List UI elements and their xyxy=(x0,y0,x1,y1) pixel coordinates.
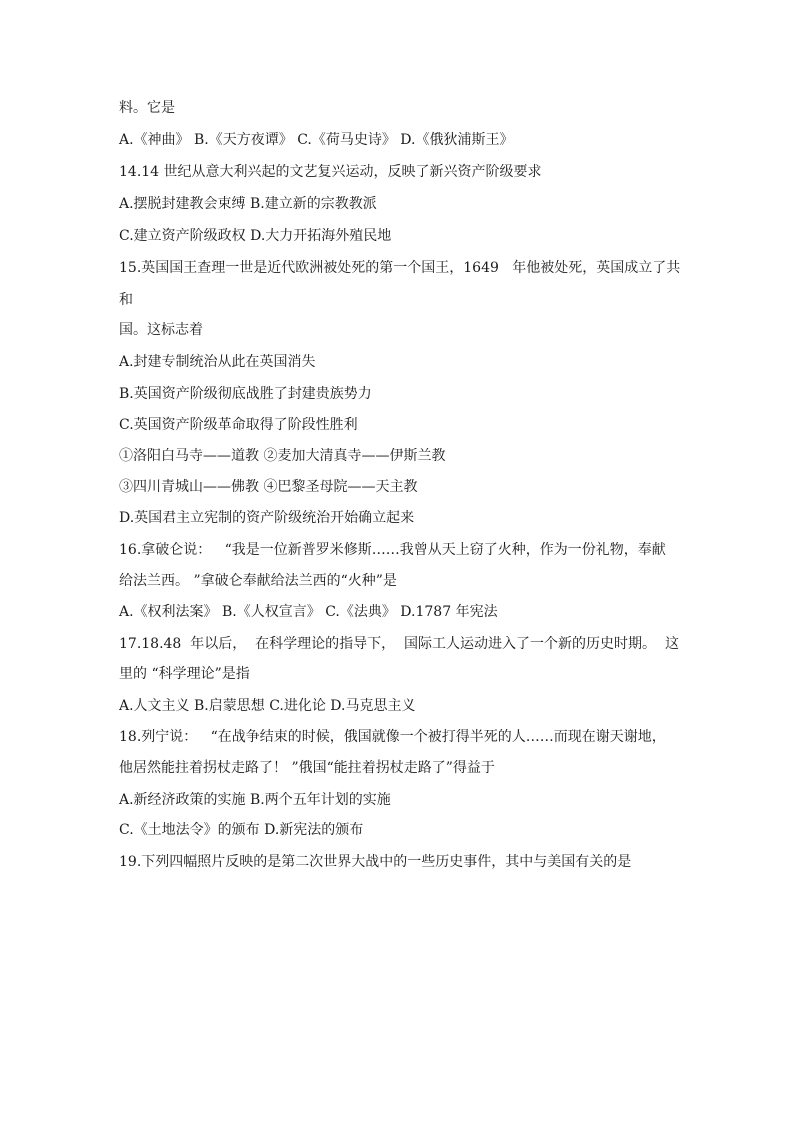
text-line: 19.下列四幅照片反映的是第二次世界大战中的一些历史事件，其中与美国有关的是 xyxy=(119,854,632,870)
text-line: A.《神曲》 B.《天方夜谭》 C.《荷马史诗》 D.《俄狄浦斯王》 xyxy=(119,132,514,148)
text-line: ③四川青城山——佛教 ④巴黎圣母院——天主教 xyxy=(119,479,418,495)
text-line: 和 xyxy=(119,292,133,308)
text-line: 14.14 世纪从意大利兴起的文艺复兴运动，反映了新兴资产阶级要求 xyxy=(119,164,542,180)
text-line: B.英国资产阶级彻底战胜了封建贵族势力 xyxy=(119,386,372,402)
text-line: A.摆脱封建教会束缚 B.建立新的宗教教派 xyxy=(119,196,377,212)
text-line: 料。它是 xyxy=(119,100,175,116)
text-line: 给法兰西。 ”拿破仑奉献给法兰西的“火种”是 xyxy=(119,573,397,589)
text-line: A.人文主义 B.启蒙思想 C.进化论 D.马克思主义 xyxy=(119,698,416,714)
text-line: 国。这标志着 xyxy=(119,322,203,338)
text-line: A.封建专制统治从此在英国消失 xyxy=(119,354,316,370)
text-line: A.新经济政策的实施 B.两个五年计划的实施 xyxy=(119,792,391,808)
text-line: A.《权利法案》 B.《人权宣言》 C.《法典》 D.1787 年宪法 xyxy=(119,604,498,620)
text-line: D.英国君主立宪制的资产阶级统治开始确立起来 xyxy=(119,510,415,526)
text-line: 他居然能拄着拐杖走路了！ ”俄国“能拄着拐杖走路了”得益于 xyxy=(119,760,495,776)
text-line: C.建立资产阶级政权 D.大力开拓海外殖民地 xyxy=(119,228,392,244)
text-line: 15.英国国王查理一世是近代欧洲被处死的第一个国王，1649 年他被处死，英国成立了共 xyxy=(119,260,681,276)
text-line: C.英国资产阶级革命取得了阶段性胜利 xyxy=(119,417,358,433)
text-line: 18.列宁说： “在战争结束的时候，俄国就像一个被打得半死的人……而现在谢天谢地， xyxy=(119,729,666,745)
text-line: ①洛阳白马寺——道教 ②麦加大清真寺——伊斯兰教 xyxy=(119,448,446,464)
text-line: C.《土地法令》的颁布 D.新宪法的颁布 xyxy=(119,822,364,838)
text-line: 里的 “科学理论”是指 xyxy=(119,666,250,682)
text-line: 17.18.48 年以后， 在科学理论的指导下， 国际工人运动进入了一个新的历史时期。 这 xyxy=(119,636,679,652)
text-line: 16.拿破仑说： “我是一位新普罗米修斯……我曾从天上窃了火种，作为一份礼物，奉献 xyxy=(119,542,666,558)
